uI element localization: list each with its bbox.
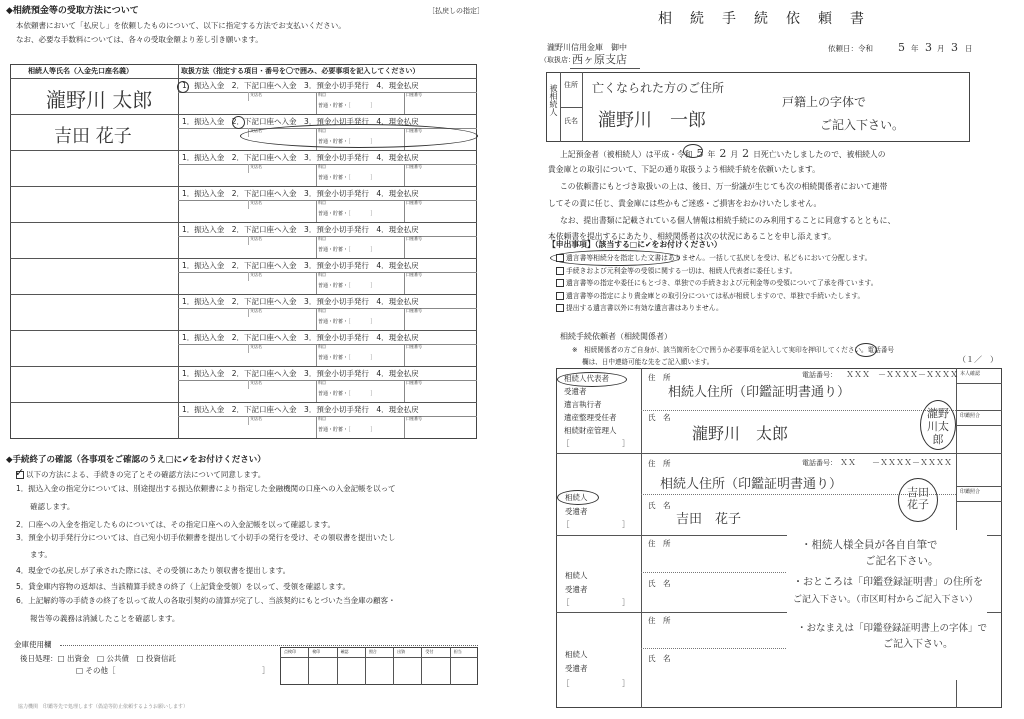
method-options[interactable]: 1．振込入金 2．下記口座へ入金 3．預金小切手発行 4．現金払戻 <box>182 153 419 162</box>
requester-title: 相続手続依頼者（相続関係者） <box>560 332 672 341</box>
col-confirm: 本人確認 <box>960 371 981 377</box>
block3-role-legatee: 受遺者 <box>565 585 588 594</box>
date-day-unit: 日 <box>965 44 973 53</box>
confirm-item: 確認します。 <box>30 502 75 511</box>
confirm-item: 1．振込入金の指定分については、別途提出する振込依頼書により指定した金融機関の口座への入金記帳を以って <box>16 484 396 493</box>
confirm-item: 6．上記解約等の手続きの終了を以って故人の各取引契約の清算が完了し、当該契約にもとづいた当金庫の顧客・ <box>16 596 396 605</box>
b3-name-label: 氏 名 <box>648 579 671 588</box>
b1-name-handwritten: 瀧野川 太郎 <box>692 424 789 443</box>
table-head-method: 取扱方法（指定する項目・番号を〇で囲み、必要事項を記入してください） <box>181 67 420 75</box>
requester-note-1: ※ 相続関係者の方ご自身が、該当箇所を〇で囲うか必要事項を記入して実印を押印してください。電話番号 <box>572 346 895 354</box>
confirm-item: ます。 <box>30 550 52 559</box>
b2-name-label: 氏 名 <box>648 501 671 510</box>
subject-label: 科目 <box>318 128 326 133</box>
stamp-head: 検印 <box>312 649 321 654</box>
account-label: 口座番号 <box>406 164 422 169</box>
method-options[interactable]: 1．振込入金 2．下記口座へ入金 3．預金小切手発行 4．現金払戻 <box>182 117 419 126</box>
role-option[interactable]: 遺産整理受任者 <box>564 413 617 422</box>
circle-era <box>683 144 703 158</box>
branch-name-label: 支店名 <box>250 380 262 385</box>
declare-item[interactable]: 手続きおよび元利金等の受領に関する一切は、相続人代表者に委任します。 <box>556 267 797 275</box>
block2-role-blank: ［ ］ <box>562 520 630 529</box>
role-option[interactable]: ［ ］ <box>562 439 630 448</box>
stamp-head: 確認 <box>340 649 349 654</box>
date-day: 3 <box>951 41 958 54</box>
block4-role-legatee: 受遺者 <box>565 664 588 673</box>
confirm-intro: 以下の方法による、手続きの完了とその確認方法について同意します。 <box>16 471 265 479</box>
block2-role-legatee: 受遺者 <box>565 507 588 516</box>
b1-addr-handwritten: 相続人住所（印鑑証明書通り） <box>668 385 851 400</box>
table-head-name: 相続人等氏名（入金先口座名義） <box>28 67 133 75</box>
note-c2: ご記入下さい。 <box>883 639 953 650</box>
block2-role-heir: 相続人 <box>565 493 588 502</box>
method-options[interactable]: 1．振込入金 2．下記口座へ入金 3．預金小切手発行 4．現金払戻 <box>182 225 419 234</box>
stamp-head: 出資 <box>397 649 406 654</box>
declare-checkbox[interactable] <box>556 304 564 312</box>
requester-note-2: 欄は、日中連絡可能な先をご記入願います。 <box>582 358 714 366</box>
account-label: 口座番号 <box>406 416 422 421</box>
b2-name-handwritten: 吉田 花子 <box>676 512 742 527</box>
subject-label: 科目 <box>318 380 326 385</box>
account-kind[interactable]: 普通・貯蓄・［ ］ <box>318 103 376 109</box>
note-a2: ご記名下さい。 <box>865 555 939 567</box>
method-options[interactable]: 1．振込入金 2．下記口座へ入金 3．預金小切手発行 4．現金払戻 <box>182 333 419 342</box>
date-label: 依頼日：令和 <box>828 44 873 53</box>
role-option[interactable]: 相続財産管理人 <box>564 426 617 435</box>
method-options[interactable]: 1．振込入金 2．下記口座へ入金 3．預金小切手発行 4．現金払戻 <box>182 189 419 198</box>
account-kind[interactable]: 普通・貯蓄・［ ］ <box>318 139 376 145</box>
note-b1: ・おところは「印鑑登録証明書」の住所を <box>793 577 983 588</box>
branch-name-label: 支店名 <box>250 164 262 169</box>
footer-note: 協力機関 印鑑等先で処理します（偽造等防止依頼するようお願いします） <box>18 704 189 710</box>
block3-role-blank: ［ ］ <box>562 598 630 607</box>
date-month: 3 <box>925 41 932 54</box>
role-option[interactable]: 受遺者 <box>564 387 587 396</box>
b1-addr-label: 住 所 <box>648 373 671 382</box>
method-options[interactable]: 1．振込入金 2．下記口座へ入金 3．預金小切手発行 4．現金払戻 <box>182 81 419 90</box>
b1-tel-label: 電話番号： <box>802 371 837 379</box>
confirm-item: 5．貸金庫内容物の返却は、当該精算手続きの終了（上記貸金受領）を以って、受領を確認します。 <box>16 582 351 591</box>
circle-option-2 <box>232 116 245 129</box>
block4-role-blank: ［ ］ <box>562 679 630 688</box>
account-kind[interactable]: 普通・貯蓄・［ ］ <box>318 427 376 433</box>
intro-line-1: 本依頼書において「払戻し」を依頼したものについて、以下に指定する方法でお支払いください。 <box>16 21 346 30</box>
subject-label: 科目 <box>318 236 326 241</box>
account-label: 口座番号 <box>406 308 422 313</box>
b4-addr-label: 住 所 <box>648 616 671 625</box>
after-processing: 後日処理：□ 出資金 □ 公共債 □ 投資信託 <box>20 654 176 663</box>
seal-heir-2: 吉田花子 <box>898 478 938 522</box>
stamp-head: 担当 <box>453 649 462 654</box>
decedent-label: 被相続人 <box>549 84 558 116</box>
row1-name-handwritten: 瀧野川 太郎 <box>46 88 153 112</box>
decedent-addr-label: 住所 <box>564 81 578 89</box>
account-kind[interactable]: 普通・貯蓄・［ ］ <box>318 391 376 397</box>
circle-seal-word <box>855 343 877 357</box>
bank-use-label: 金庫使用欄 <box>14 640 52 649</box>
circle-representative <box>557 372 627 387</box>
after-processing-other: □ その他［ <box>76 666 116 675</box>
stamp-head: 受付 <box>425 649 434 654</box>
b1-name-label: 氏 名 <box>648 413 671 422</box>
account-label: 口座番号 <box>406 128 422 133</box>
para-6: 本依頼書を提出するにあたり、相続関係者は次の状況にあることを申し添えます。 <box>548 232 836 241</box>
circle-account-area <box>240 124 478 148</box>
subject-label: 科目 <box>318 344 326 349</box>
branch-name-label: 支店名 <box>250 416 262 421</box>
para-3: この依頼書にもとづき取扱いの上は、後日、万一紛議が生じても次の相続関係者において連帯 <box>560 182 888 191</box>
declare-checkbox[interactable] <box>556 292 564 300</box>
intro-line-2: なお、必要な手数料については、各々の受取金額より差し引き願います。 <box>16 35 263 44</box>
confirm-item: 4．現金での払戻しが了承された際には、その受領にあたり領収書を提出します。 <box>16 566 291 575</box>
branch-name-label: 支店名 <box>250 92 262 97</box>
circle-declare-1 <box>550 250 680 266</box>
role-option[interactable]: 相続人代表者 <box>564 374 609 383</box>
b2-tel-label: 電話番号： <box>802 459 837 467</box>
declare-item[interactable]: 遺言書等の指定により貴金庫との取引分については私が相続しますので、単独で手続いたします。 <box>556 292 864 300</box>
role-option[interactable]: 遺言執行者 <box>564 400 602 409</box>
account-kind[interactable]: 普通・貯蓄・［ ］ <box>318 175 376 181</box>
row2-name-handwritten: 吉田 花子 <box>54 126 132 147</box>
note-a1: ・相続人様全員が各自自筆で <box>801 539 938 551</box>
account-label: 口座番号 <box>406 236 422 241</box>
decedent-addr: 亡くなられた方のご住所 <box>592 81 725 95</box>
branch-name-label: 支店名 <box>250 308 262 313</box>
b1-tel: ＸＸＸ －ＸＸＸＸ－ＸＸＸＸ <box>846 370 958 379</box>
branch-label: （取扱店： <box>540 56 575 64</box>
branch-name-label: 支店名 <box>250 200 262 205</box>
method-options[interactable]: 1．振込入金 2．下記口座へ入金 3．預金小切手発行 4．現金払戻 <box>182 297 419 306</box>
para-1: 上記預金者（被相続人）は平成・令和 5 年 2 月 2 日死亡いたしましたので、被相続人の <box>560 147 886 160</box>
confirm-item: 報告等の義務は消滅したことを確認します。 <box>30 614 180 623</box>
branch-name-label: 支店名 <box>250 272 262 277</box>
bank-name: 瀧野川信用金庫 御中 <box>547 43 627 52</box>
decedent-name: 瀧野川 一郎 <box>598 110 706 131</box>
block3-role-heir: 相続人 <box>565 571 588 580</box>
confirm-item: 2．口座への入金を指定したものについては、その指定口座への入金記帳を以って確認します。 <box>16 520 336 529</box>
declare-checkbox[interactable] <box>556 267 564 275</box>
account-kind[interactable]: 普通・貯蓄・［ ］ <box>318 283 376 289</box>
branch-name-label: 支店名 <box>250 344 262 349</box>
note-b2: ご記入下さい。（市区町村からご記入下さい） <box>793 595 978 605</box>
stamp-grid <box>280 647 478 685</box>
page-count: （１／ ） <box>958 355 998 364</box>
b3-addr-label: 住 所 <box>648 539 671 548</box>
para-5: なお、提出書類に記載されている個人情報は相続手続にのみ利用することに同意するとともに、 <box>560 216 896 225</box>
decedent-note-2: ご記入下さい。 <box>820 118 905 132</box>
block4-role-heir: 相続人 <box>565 650 588 659</box>
subject-label: 科目 <box>318 308 326 313</box>
declare-item[interactable]: 遺言書等の指定や委任にもとづき、単独での手続きおよび元利金等の受領について了承を得ています。 <box>556 279 878 287</box>
subject-label: 科目 <box>318 200 326 205</box>
b2-addr-label: 住 所 <box>648 459 671 468</box>
account-kind[interactable]: 普通・貯蓄・［ ］ <box>318 319 376 325</box>
tag-refund-designation: ［払戻しの指定］ <box>428 7 484 15</box>
col-seal-1: 印鑑照合 <box>960 413 981 419</box>
check-mark-icon: ✓ <box>15 466 25 479</box>
subject-label: 科目 <box>318 416 326 421</box>
para-2: 貴金庫との取引について、下記の通り取扱うよう相続手続を依頼いたします。 <box>548 165 820 174</box>
date-month-unit: 月 <box>937 44 945 53</box>
stamp-head: 照合 <box>368 649 377 654</box>
section-title-receipt: ◆相続預金等の受取方法について <box>6 6 139 16</box>
declare-item[interactable]: 遺言書等相続分を指定した文書はありません。一括して払戻しを受け、私どもにおいて分配します。 <box>556 254 871 262</box>
date-year-unit: 年 <box>911 44 919 53</box>
declare-checkbox[interactable] <box>556 279 564 287</box>
seal-heir-1: 瀧野川太郎 <box>920 400 956 450</box>
branch-name-label: 支店名 <box>250 236 262 241</box>
subject-label: 科目 <box>318 164 326 169</box>
subject-label: 科目 <box>318 92 326 97</box>
account-label: 口座番号 <box>406 200 422 205</box>
b4-name-label: 氏 名 <box>648 654 671 663</box>
circle-option-1 <box>177 81 189 93</box>
page-title: 相 続 手 続 依 頼 書 <box>658 11 866 27</box>
b2-tel: ＸＸ －ＸＸＸＸ－ＸＸＸＸ <box>840 458 952 467</box>
stamp-head: 点検印 <box>284 649 296 654</box>
account-kind[interactable]: 普通・貯蓄・［ ］ <box>318 355 376 361</box>
col-seal-2: 印鑑照合 <box>960 489 981 495</box>
method-options[interactable]: 1．振込入金 2．下記口座へ入金 3．預金小切手発行 4．現金払戻 <box>182 405 419 414</box>
declare-title: 【申出事項】（該当する□に✔をお付けください） <box>548 240 722 249</box>
circle-heir <box>557 490 599 505</box>
section-title-confirm: ◆手続終了の確認（各事項をご確認のうえ□に✔をお付けください） <box>6 455 266 465</box>
date-year: 5 <box>898 41 905 54</box>
method-options[interactable]: 1．振込入金 2．下記口座へ入金 3．預金小切手発行 4．現金払戻 <box>182 261 419 270</box>
account-label: 口座番号 <box>406 344 422 349</box>
account-label: 口座番号 <box>406 92 422 97</box>
para-4: してその責に任じ、貴金庫には些かもご迷惑・ご損害をおかけいたしません。 <box>548 199 822 208</box>
decedent-note-1: 戸籍上の字体で <box>782 95 867 109</box>
branch-name-handwritten: 西ヶ原支店 <box>572 53 627 66</box>
b2-addr-handwritten: 相続人住所（印鑑証明書通り） <box>660 477 843 492</box>
confirm-item: 3．預金小切手発行分については、自己宛小切手依頼書を提出して小切手の発行を受け、その領収書を提出いたし <box>16 533 396 542</box>
branch-name-label: 支店名 <box>250 128 262 133</box>
account-label: 口座番号 <box>406 272 422 277</box>
subject-label: 科目 <box>318 272 326 277</box>
note-c1: ・おなまえは「印鑑登録証明書上の字体」で <box>797 623 988 634</box>
account-label: 口座番号 <box>406 380 422 385</box>
account-kind[interactable]: 普通・貯蓄・［ ］ <box>318 247 376 253</box>
declare-item[interactable]: 提出する遺言書以外に有効な遺言書はありません。 <box>556 304 723 312</box>
account-kind[interactable]: 普通・貯蓄・［ ］ <box>318 211 376 217</box>
method-options[interactable]: 1．振込入金 2．下記口座へ入金 3．預金小切手発行 4．現金払戻 <box>182 369 419 378</box>
instruction-sticky-note <box>787 530 987 680</box>
decedent-name-label: 氏名 <box>564 117 578 125</box>
